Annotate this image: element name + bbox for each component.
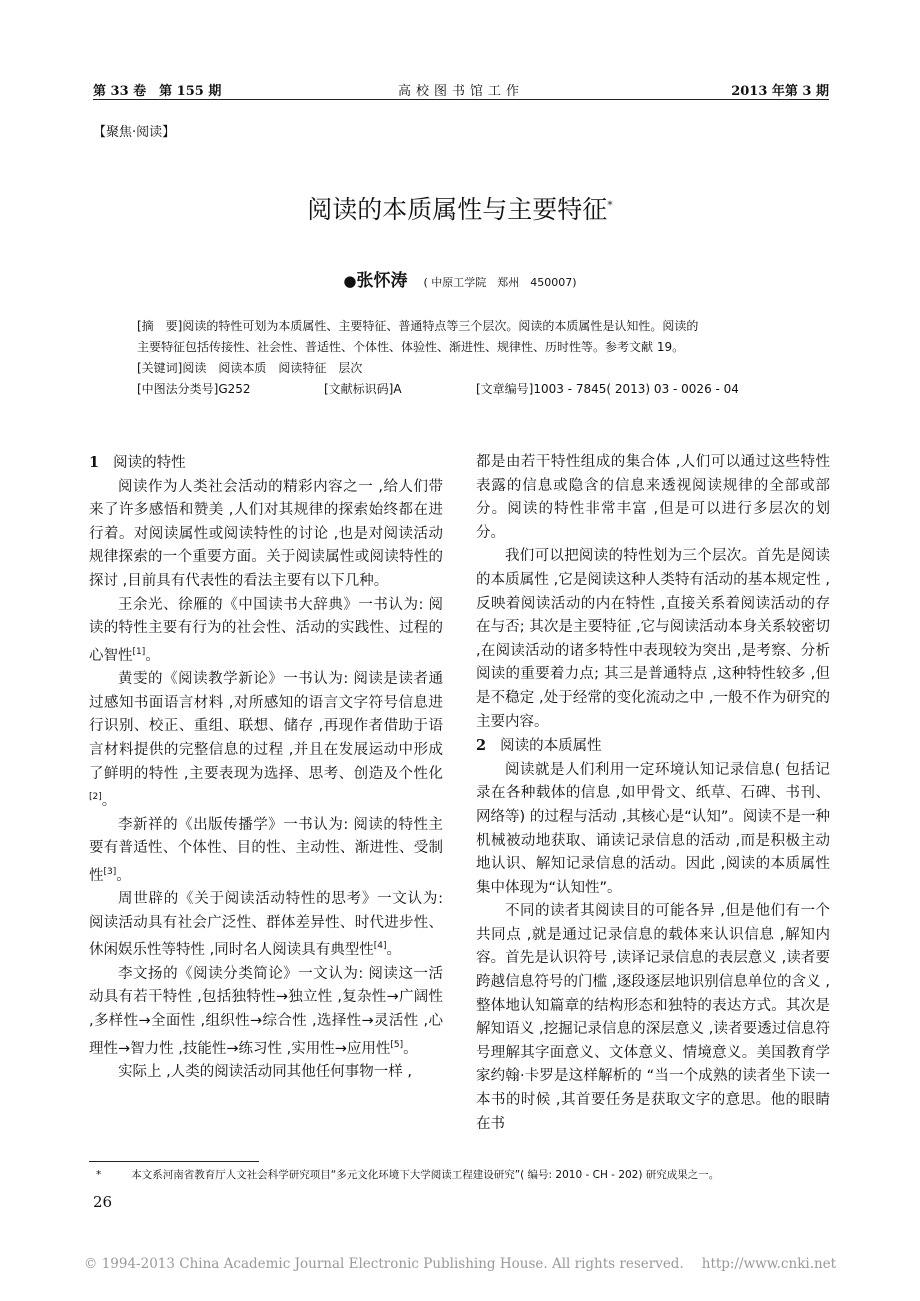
footnote-text: 本文系河南省教育厅人文社会科学研究项目“多元文化环境下大学阅读工程建设研究”( 编号: 2010 - CH - 202) 研究成果之一。 — [131, 1169, 720, 1181]
publisher-url[interactable]: http://www.cnki.net — [701, 1256, 837, 1272]
section-title: 阅读的本质属性 — [500, 738, 602, 755]
body-column-left — [89, 451, 443, 1085]
citation-ref: [1] — [132, 646, 146, 657]
citation-ref: [4] — [373, 941, 387, 952]
author-affiliation: ( 中原工学院 郑州 450007) — [423, 276, 577, 289]
section-heading-2 — [476, 734, 830, 759]
paragraph: 阅读作为人类社会活动的精彩内容之一 ,给人们带来了许多感悟和赞美 ,人们对其规律的探索始终都在进行着。对阅读属性或阅读特性的讨论 ,也是对阅读活动规律探索的一个重要方面。关于阅读属性或阅读特性的探讨 ,目前具有代表性的看法主要有以下几种。 — [89, 478, 443, 589]
paragraph: 周世辟的《关于阅读活动特性的思考》一文认为: 阅读活动具有社会广泛性、群体差异性、时代进步性、休闲娱乐性等特性 ,同时名人阅读具有典型性[4]。 — [89, 891, 443, 959]
paragraph: 阅读就是人们利用一定环境认知记录信息( 包括记录在各种载体的信息 ,如甲骨文、纸草、石碑、书刊、网络等) 的过程与活动 ,其核心是“认知”。阅读不是一种机械被动地获取、诵读记录信息的活动 ,而是积极主动地认识、解知记录信息的活动。因此 ,阅读的本质属性集中体现为“认知性”。 — [476, 761, 830, 896]
citation-ref: [2] — [89, 792, 102, 803]
section-title: 阅读的特性 — [113, 455, 186, 471]
title-text: 阅读的本质属性与主要特征 — [307, 195, 608, 224]
header-rule — [93, 99, 829, 100]
section-number: 2 — [476, 737, 487, 755]
article-number: [文章编号]1003 - 7845( 2013) 03 - 0026 - 04 — [476, 382, 739, 396]
keywords: [关键词]阅读 阅读本质 阅读特征 层次 — [137, 361, 363, 375]
footnote — [96, 1167, 836, 1182]
article-title — [0, 190, 920, 226]
column-tag: 【聚焦·阅读】 — [93, 125, 176, 140]
paragraph: 王余光、徐雁的《中国读书大辞典》一书认为: 阅读的特性主要有行为的社会性、活动的实践性、过程的心智性[1]。 — [89, 596, 443, 664]
year-issue: 2013 年第 3 期 — [731, 84, 829, 99]
author-line — [0, 266, 920, 291]
paragraph: 我们可以把阅读的特性划为三个层次。首先是阅读的本质属性 ,它是阅读这种人类特有活动的基本规定性 ,反映着阅读活动的内在特性 ,直接关系着阅读活动的存在与否; 其次是主要特征 ,它与阅读活动本身关系较密切 ,在阅读活动的诸多特性中表现较为突出 ,是考察、分析阅读的重要着力点; 其三是普通特点 ,这种特性较多 ,但是不稳定 ,处于经常的变化流动之中 ,一般不作为研究的主要内容。 — [476, 548, 830, 730]
paragraph: 黄雯的《阅读教学新论》一书认为: 阅读是读者通过感知书面语言材料 ,对所感知的语言文字符号信息进行识别、校正、重组、联想、储存 ,再现作者借助于语言材料提供的完整信息的过程 ,并且在发展运动中形成了鲜明的特性 ,主要表现为选择、思考、创造及个性化[2]。 — [89, 671, 443, 809]
abstract-block — [137, 316, 787, 400]
footnote-mark: * — [96, 1169, 102, 1181]
body-column-right — [476, 451, 830, 1136]
journal-name: 高校图书馆工作 — [397, 84, 524, 99]
abstract-line-1: [摘 要]阅读的特性可划为本质属性、主要特征、普通特点等三个层次。阅读的本质属性是认知性。阅读的 — [137, 319, 699, 333]
page-number: 26 — [93, 1193, 113, 1211]
citation-ref: [5] — [390, 1039, 404, 1050]
paragraph: 李新祥的《出版传播学》一书认为: 阅读的特性主要有普适性、个体性、目的性、主动性、渐进性、受制性[3]。 — [89, 816, 443, 884]
document-code: [文献标识码]A — [324, 382, 402, 396]
citation-ref: [3] — [103, 866, 117, 877]
footnote-rule — [89, 1161, 259, 1162]
clc-number: [中图法分类号]G252 — [137, 382, 251, 396]
title-footnote-mark: * — [607, 198, 613, 212]
classification-row — [137, 379, 787, 400]
copyright-text: © 1994-2013 China Academic Journal Electronic Publishing House. All rights reserved. — [83, 1256, 684, 1272]
paragraph: 不同的读者其阅读目的可能各异 ,但是他们有一个共同点 ,就是通过记录信息的载体来认识信息 ,解知内容。首先是认识符号 ,读译记录信息的表层意义 ,读者要跨越信息符号的门槛 ,逐段逐层地识别信息单位的含义 ,整体地认知篇章的结构形态和独特的表达方式。其次是解知语义 ,挖掘记录信息的深层意义 ,读者要透过信息符号理解其字面意义、文体意义、情境意义。美国教育学家约翰·卡罗是这样解析的 “当一个成熟的读者坐下读一本书的时候 ,其首要任务是获取文字的意思。他的眼睛在书 — [476, 903, 830, 1132]
volume-issue: 第 33 卷 第 155 期 — [93, 84, 222, 99]
section-number: 1 — [89, 454, 100, 471]
author-bullet: ● — [343, 272, 357, 290]
paragraph: 都是由若干特性组成的集合体 ,人们可以通过这些特性表露的信息或隐含的信息来透视阅读规律的全部或部分。阅读的特性非常丰富 ,但是可以进行多层次的划分。 — [476, 454, 830, 541]
paragraph: 实际上 ,人类的阅读活动同其他任何事物一样 , — [118, 1063, 412, 1080]
paragraph: 李文扬的《阅读分类简论》一文认为: 阅读这一活动具有若干特性 ,包括独特性→独立性 ,复杂性→广阔性 ,多样性→全面性 ,组织性→综合性 ,选择性→灵活性 ,心理性→智力性 ,技能性→练习性 ,实用性→应用性[5]。 — [89, 965, 443, 1057]
copyright-line — [0, 1256, 920, 1272]
author-name: 张怀涛 — [356, 271, 408, 291]
section-heading-1 — [89, 451, 443, 476]
abstract-line-2: 主要特征包括传接性、社会性、普适性、个体性、体验性、渐进性、规律性、历时性等。参考文献 19。 — [137, 340, 685, 354]
